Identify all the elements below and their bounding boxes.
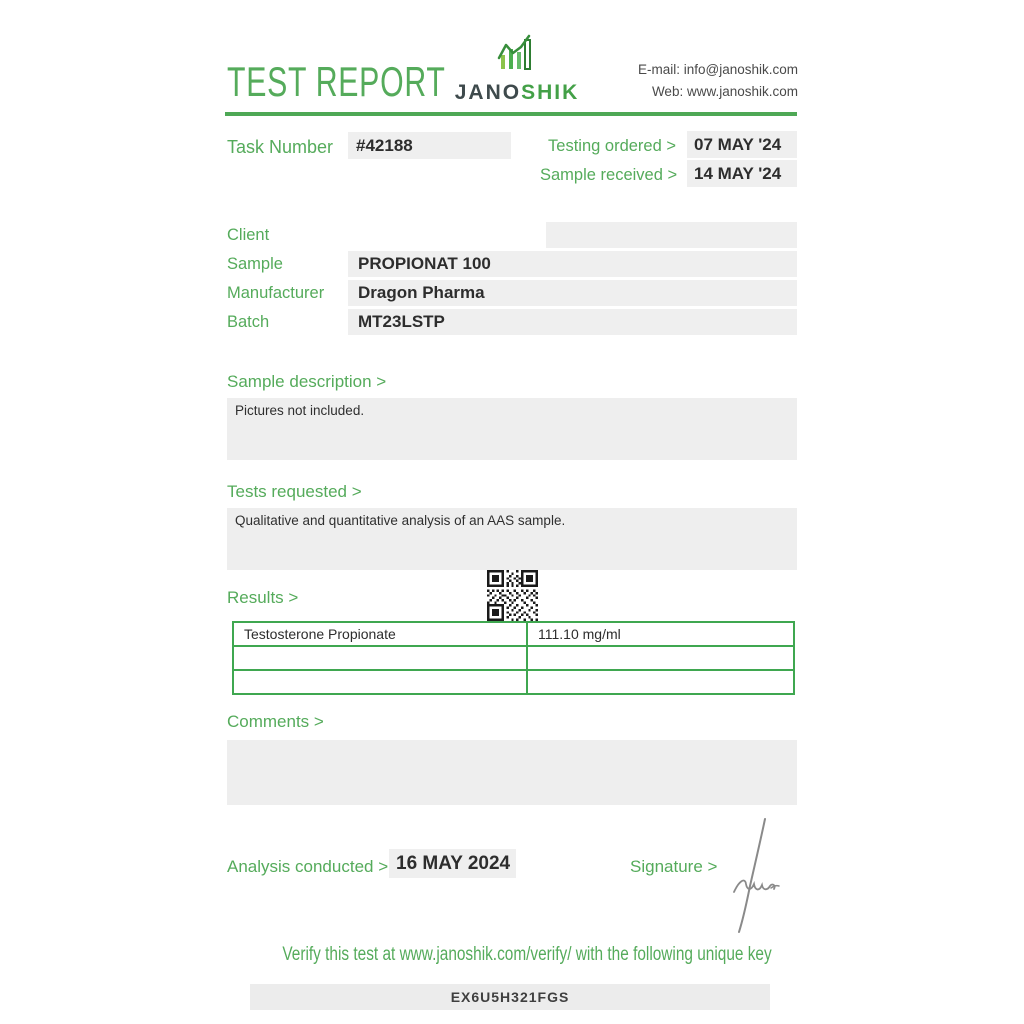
comments-box	[227, 740, 797, 805]
verify-line	[225, 944, 797, 966]
manufacturer-label: Manufacturer	[227, 284, 325, 302]
header-divider	[225, 112, 797, 116]
client-label: Client	[227, 226, 270, 244]
analysis-date-field	[389, 849, 516, 878]
contact-web: Web: www.janoshik.com	[651, 84, 798, 100]
bar-chart-logo-icon	[491, 62, 543, 79]
table-row	[233, 646, 794, 670]
sample-received-field	[687, 160, 797, 187]
batch-value: MT23LSTP	[358, 312, 445, 331]
sample-description-box	[227, 398, 797, 460]
janoshik-logo	[452, 33, 582, 105]
batch-label: Batch	[227, 313, 270, 331]
task-number-label: Task Number	[227, 137, 334, 157]
result-analyte-cell	[233, 646, 527, 670]
signature-label: Signature >	[630, 857, 718, 876]
testing-ordered-field	[687, 131, 797, 158]
table-row	[233, 670, 794, 694]
tests-requested-heading: Tests requested >	[227, 482, 362, 501]
comments-heading: Comments >	[227, 712, 324, 731]
sample-description-text: Pictures not included.	[235, 403, 365, 418]
sample-received-label: Sample received >	[540, 166, 678, 184]
qr-code	[487, 570, 538, 626]
client-redaction	[348, 222, 546, 248]
logo-word-primary: JANO	[454, 81, 522, 104]
sample-label: Sample	[227, 255, 283, 273]
manufacturer-value: Dragon Pharma	[358, 283, 485, 302]
sample-value: PROPIONAT 100	[358, 254, 491, 273]
unique-key-value: EX6U5H321FGS	[450, 989, 570, 1005]
manufacturer-field	[348, 280, 797, 306]
batch-field	[348, 309, 797, 335]
tests-requested-box	[227, 508, 797, 570]
result-value-cell	[527, 646, 794, 670]
page-title: TEST REPORT	[227, 58, 446, 105]
sample-field	[348, 251, 797, 277]
sample-received-value: 14 MAY '24	[694, 164, 782, 183]
table-row	[233, 622, 794, 646]
logo-wordmark	[452, 81, 582, 105]
sample-description-heading: Sample description >	[227, 372, 387, 391]
results-table	[232, 621, 795, 695]
contact-block	[598, 59, 798, 104]
client-field	[348, 222, 797, 248]
testing-ordered-value: 07 MAY '24	[694, 135, 782, 154]
analysis-conducted-label: Analysis conducted >	[227, 857, 389, 876]
result-value-cell: 111.10 mg/ml	[527, 622, 794, 646]
testing-ordered-label: Testing ordered >	[548, 137, 676, 155]
contact-email: E-mail: info@janoshik.com	[637, 62, 798, 77]
result-value-cell	[527, 670, 794, 694]
task-number-value: #42188	[356, 136, 413, 155]
handwritten-signature	[720, 816, 780, 941]
tests-requested-text: Qualitative and quantitative analysis of an AAS sample.	[235, 513, 566, 528]
unique-key-field	[250, 984, 770, 1010]
analysis-date-value: 16 MAY 2024	[396, 853, 511, 874]
logo-word-accent: SHIK	[521, 81, 580, 104]
task-number-field	[348, 132, 511, 159]
verify-text: Verify this test at www.janoshik.com/verify/ with the following unique key	[282, 944, 772, 965]
result-analyte-cell	[233, 670, 527, 694]
results-heading: Results >	[227, 588, 299, 607]
result-analyte-cell: Testosterone Propionate	[233, 622, 527, 646]
